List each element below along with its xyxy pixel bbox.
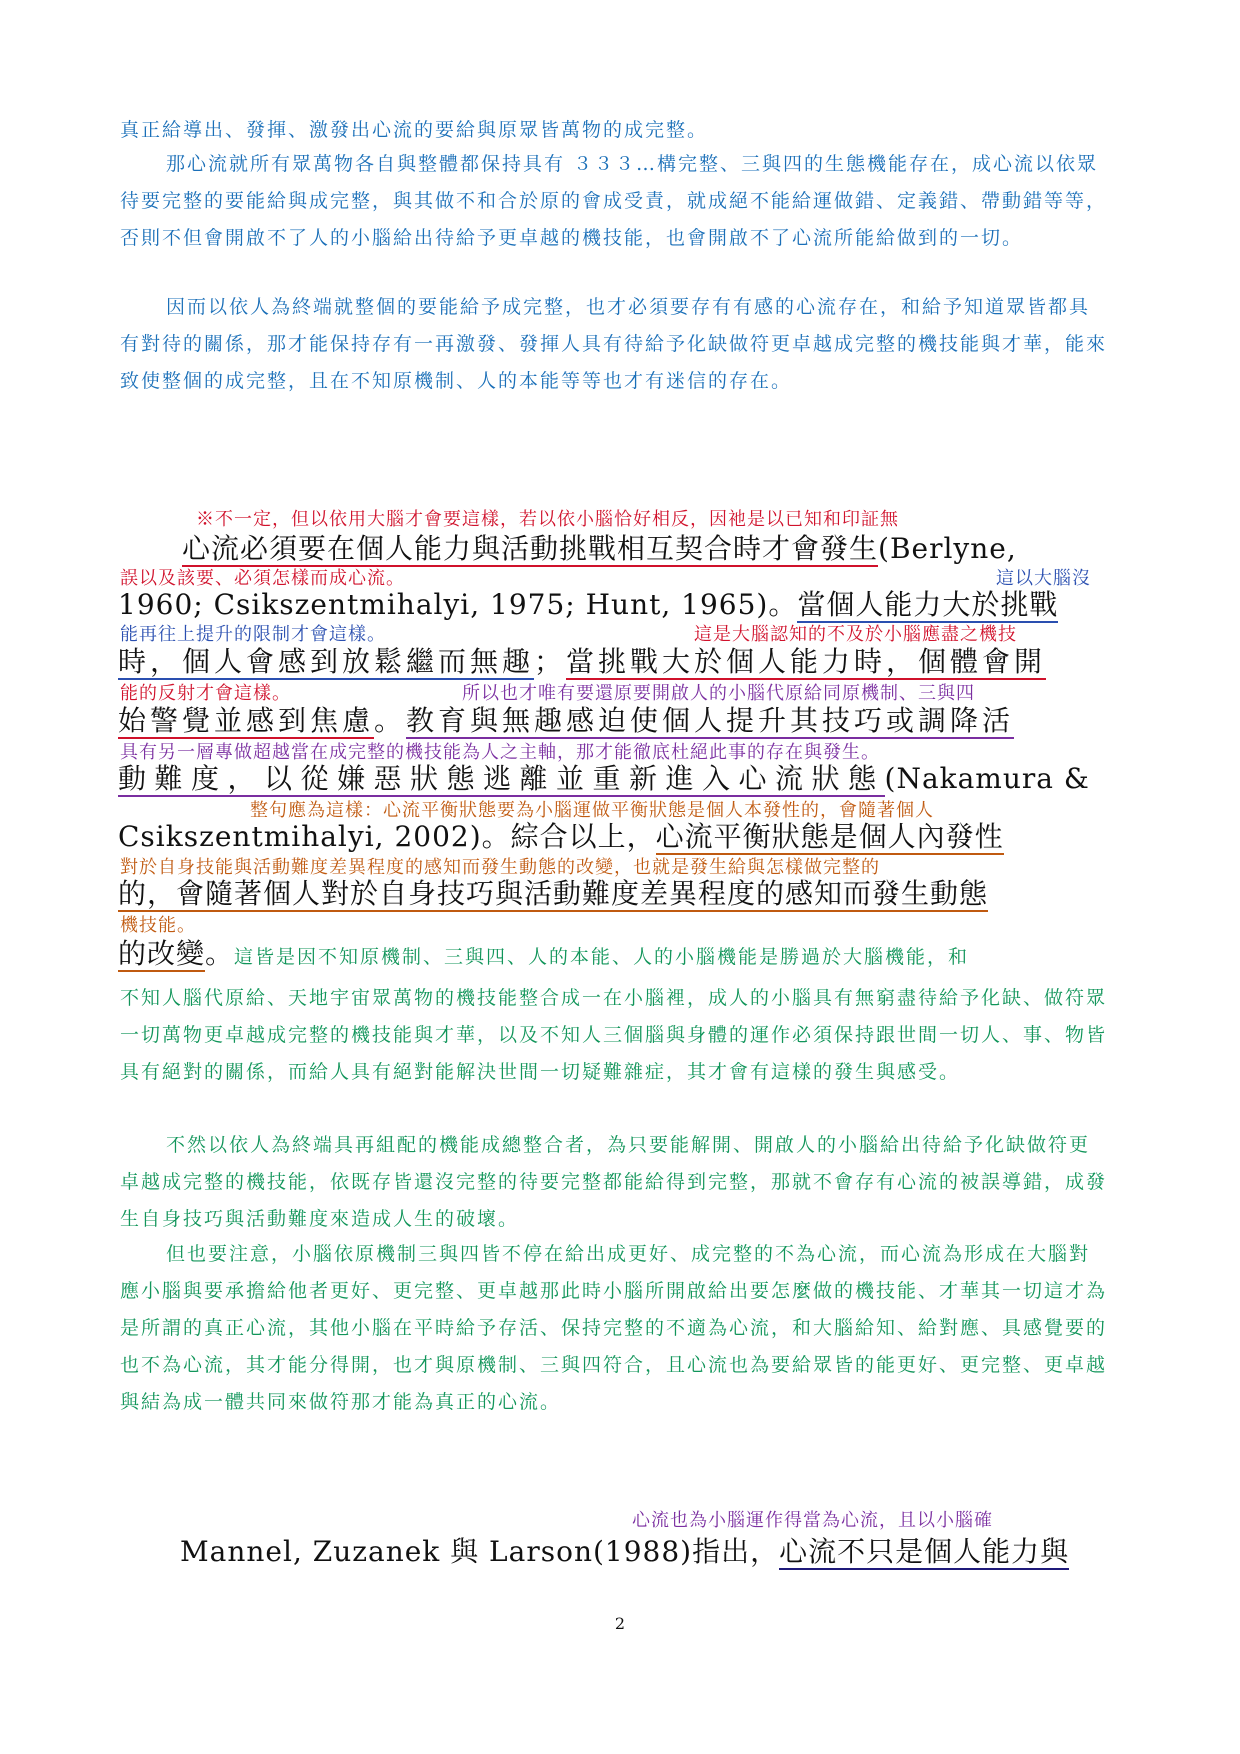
green-commentary-start: 這皆是因不知原機制、三與四、人的本能、人的小腦機能是勝過於大腦機能，和 bbox=[234, 946, 970, 968]
annotation-6: 整句應為這樣：心流平衡狀態要為小腦運做平衡狀態是個人本發性的，會隨著個人 bbox=[250, 800, 934, 821]
highlight-challenge-over-ability: 當挑戰大於個人能力時，個體會開 bbox=[566, 645, 1047, 678]
green-paragraph-1: 不知人腦代原給、天地宇宙眾萬物的機技能整合成一在小腦裡，成人的小腦具有無窮盡待給予化缺、做符眾一切萬物更卓越成完整的機技能與才華，以及不知人三個腦與身體的運作必須保持跟世間一切人、事、物皆具有絕對的關係，而給人具有絕對能解決世間一切疑難雜症，其才會有這樣的發生與感受。 bbox=[120, 987, 1108, 1083]
annotation-final: 心流也為小腦運作得當為心流，且以小腦確 bbox=[632, 1510, 993, 1531]
highlight-education-boredom: 教育與無趣感迫使個人提升其技巧或調降活 bbox=[406, 704, 1015, 737]
annotation-3a: 能再往上提升的限制才會這樣。 bbox=[120, 624, 386, 645]
highlight-difficulty-escape: 動難度，以從嫌惡狀態逃離並重新進入心流狀態 bbox=[118, 762, 885, 795]
highlight-flow-condition: 心流必須要在個人能力與活動挑戰相互契合時才會發生 bbox=[182, 532, 879, 565]
highlight-not-only-ability: 心流不只是個人能力與 bbox=[779, 1535, 1070, 1568]
main-line-4 bbox=[118, 704, 1014, 738]
citation-nakamura: (Nakamura & bbox=[884, 762, 1090, 795]
semicolon: ； bbox=[534, 645, 567, 678]
main-line-6 bbox=[118, 820, 1004, 854]
citation-list: 1960; Csikszentmihalyi, 1975; Hunt, 1965)。 bbox=[118, 588, 798, 621]
green-paragraph-2: 不然以依人為終端具再組配的機能成總整合者，為只要能解開、開啟人的小腦給出待給予化缺做符更卓越成完整的機技能，依既存皆還沒完整的待要完整都能給得到完整，那就不會存有心流的被誤導錯，成發生自身技巧與活動難度來造成人生的破壞。 bbox=[120, 1134, 1108, 1230]
intro-paragraph-1: 真正給導出、發揮、激發出心流的要給與原眾皆萬物的成完整。 bbox=[120, 119, 709, 141]
main-line-final bbox=[180, 1535, 1069, 1569]
annotation-7: 對於自身技能與活動難度差異程度的感知而發生動態的改變，也就是發生給與怎樣做完整的 bbox=[120, 857, 880, 878]
citation-csikszentmihalyi: Csikszentmihalyi, 2002)。綜合以上， bbox=[118, 820, 656, 853]
highlight-flow-balance: 心流平衡狀態是個人內發性 bbox=[655, 820, 1004, 853]
period: 。 bbox=[374, 704, 407, 737]
highlight-relaxed-bored: 時，個人會感到放鬆繼而無趣 bbox=[118, 645, 535, 678]
annotation-4b: 所以也才唯有要還原要開啟人的小腦代原給同原機制、三與四 bbox=[462, 683, 975, 704]
highlight-perception-change: 的，會隨著個人對於自身技巧與活動難度差異程度的感知而發生動態 bbox=[118, 877, 989, 910]
highlight-anxiety: 始警覺並感到焦慮 bbox=[118, 704, 375, 737]
green-paragraph-3: 但也要注意，小腦依原機制三與四皆不停在給出成更好、成完整的不為心流，而心流為形成在大腦對應小腦與要承擔給他者更好、更完整、更卓越那此時小腦所開啟給出要怎麼做的機技能、才華其一切這才為是所謂的真正心流，其他小腦在平時給予存活、保持完整的不適為心流，和大腦給知、給對應、具感覺要的也不為心流，其才能分得開，也才與原機制、三與四符合，且心流也為要給眾皆的能更好、更完整、更卓越與結為成一體共同來做符那才能為真正的心流。 bbox=[120, 1243, 1108, 1413]
annotation-8: 機技能。 bbox=[120, 915, 196, 936]
highlight-the-change: 的改變 bbox=[118, 937, 206, 970]
citation-berlyne: (Berlyne, bbox=[878, 532, 1017, 565]
period: 。 bbox=[205, 937, 235, 970]
main-line-1 bbox=[182, 532, 1017, 566]
main-line-5 bbox=[118, 762, 1090, 796]
annotation-1: ※不一定，但以依用大腦才會要這樣，若以依小腦恰好相反，因祂是以已知和印証無 bbox=[196, 509, 899, 530]
main-line-2 bbox=[118, 588, 1058, 622]
main-line-8 bbox=[118, 937, 969, 971]
main-line-3 bbox=[118, 645, 1046, 679]
annotation-4a: 能的反射才會這樣。 bbox=[120, 683, 291, 704]
page-number: 2 bbox=[614, 1614, 626, 1633]
annotation-3b: 這是大腦認知的不及於小腦應盡之機技 bbox=[694, 624, 1017, 645]
annotation-5: 具有另一層專做超越當在成完整的機技能為人之主軸，那才能徹底杜絕此事的存在與發生。 bbox=[120, 742, 880, 763]
annotation-2a: 誤以及該要、必須怎樣而成心流。 bbox=[120, 568, 405, 589]
intro-paragraph-2: 那心流就所有眾萬物各自與整體都保持具有 ３３３…構完整、三與四的生態機能存在，成心流以依眾待要完整的要能給與成完整，與其做不和合於原的會成受責，就成絕不能給運做錯、定義錯、帶動錯等等，否則不但會開啟不了人的小腦給出待給予更卓越的機技能，也會開啟不了心流所能給做到的一切。 bbox=[120, 153, 1108, 249]
main-line-7 bbox=[118, 877, 988, 911]
citation-mannel: Mannel, Zuzanek 與 Larson(1988)指出， bbox=[180, 1535, 780, 1568]
annotation-2b: 這以大腦沒 bbox=[996, 568, 1091, 589]
intro-paragraph-3: 因而以依人為終端就整個的要能給予成完整，也才必須要存有有感的心流存在，和給予知道眾皆都具有對待的關係，那才能保持存有一再激發、發揮人具有待給予化缺做符更卓越成完整的機技能與才華，能來致使整個的成完整，且在不知原機制、人的本能等等也才有迷信的存在。 bbox=[120, 296, 1108, 392]
highlight-ability-over-challenge: 當個人能力大於挑戰 bbox=[797, 588, 1059, 621]
